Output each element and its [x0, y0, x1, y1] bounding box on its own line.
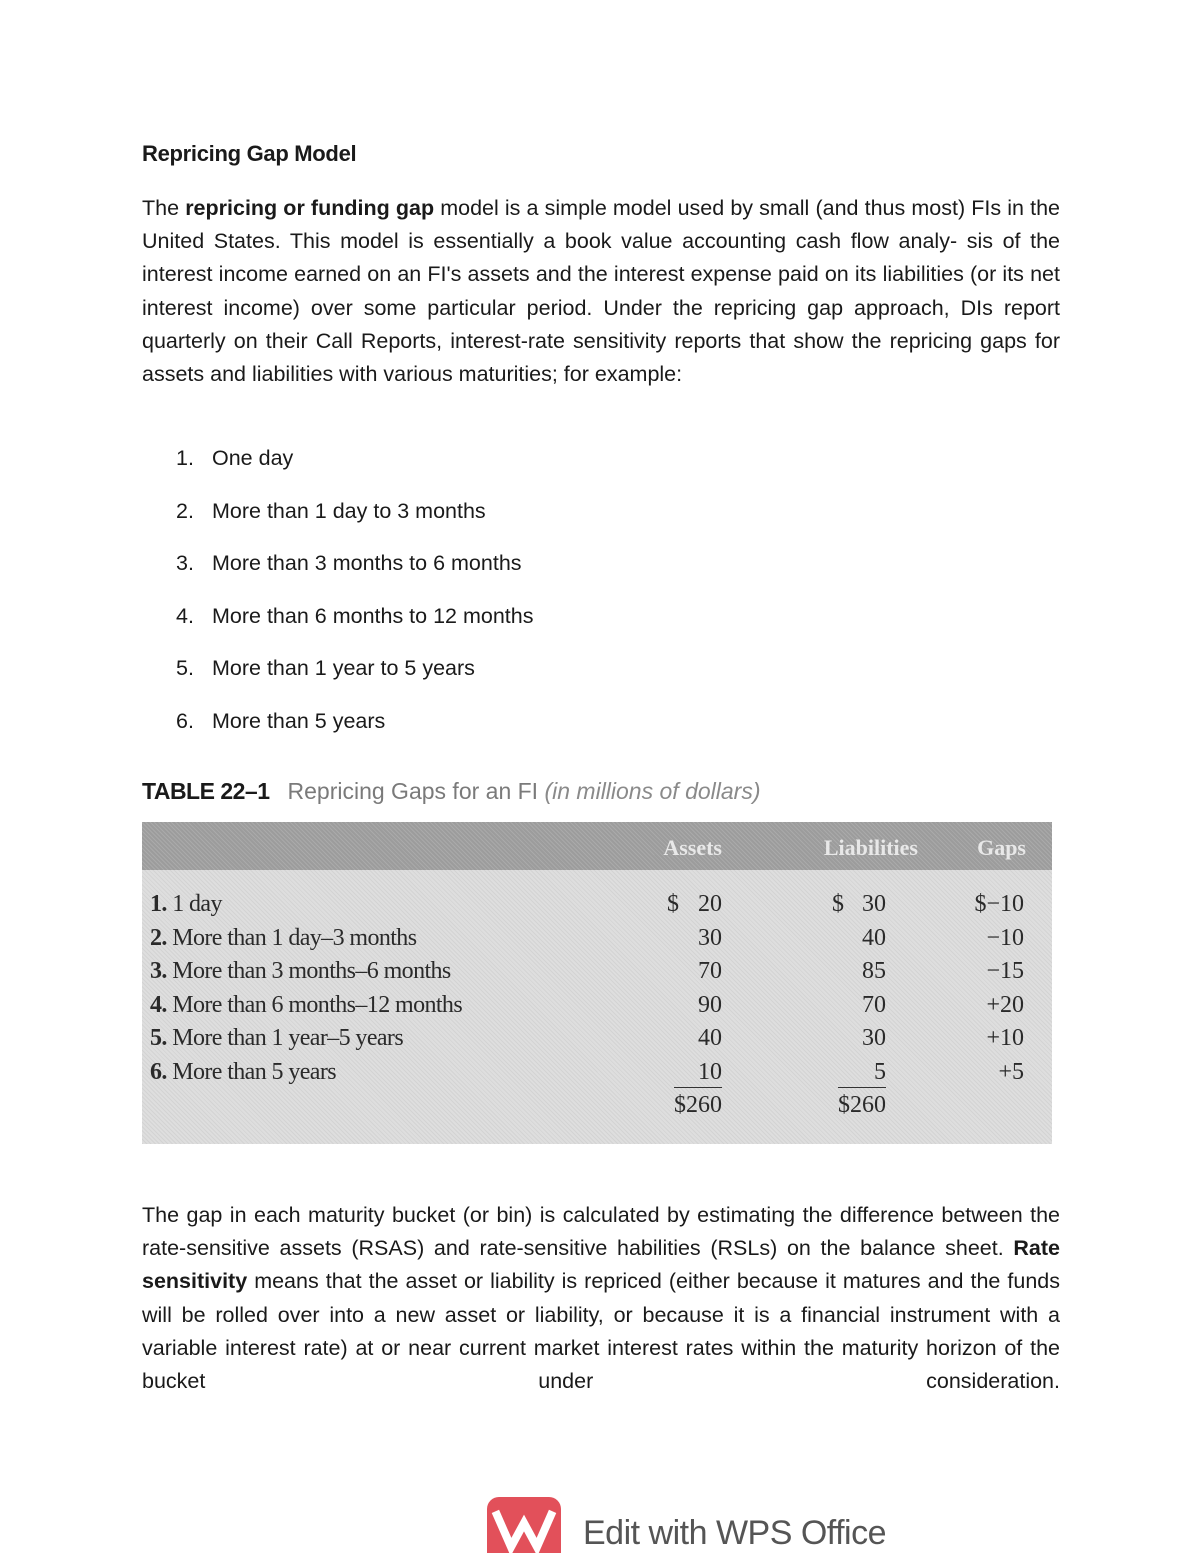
list-item	[176, 650, 533, 703]
list-text: One day	[212, 446, 294, 470]
cell-gaps: $−10	[974, 891, 1024, 917]
header-assets: Assets	[663, 835, 722, 860]
header-liabilities: Liabilities	[823, 835, 918, 860]
table-body	[142, 888, 1052, 1123]
list-item	[176, 493, 533, 546]
table-row	[142, 955, 1052, 989]
cell-assets: 70	[698, 958, 722, 984]
list-number: 6.	[176, 708, 194, 733]
intro-text-after: model is a simple model used by small (and thus most) FIs in the United States. This model is essentially a book value accounting cash flow analy- sis of the interest income earned on an FI's assets and the interest expense paid on its liabilities (or its net interest income) over some particular period. Under the repricing gap approach, DIs report quarterly on their Call Reports, interest-rate sensitivity reports that show the repricing gaps for assets and liabilities with various maturities; for example:	[142, 196, 1060, 387]
intro-paragraph	[142, 192, 1060, 391]
cell-gaps: +20	[986, 991, 1024, 1018]
cell-gaps: +10	[986, 1025, 1024, 1051]
cell-liabilities: 5	[874, 1058, 886, 1085]
row-label: 6. More than 5 years	[150, 1058, 336, 1085]
list-number: 3.	[176, 551, 194, 576]
closing-text-before: The gap in each maturity bucket (or bin) is calculated by estimating the difference between the rate-sensitive assets (RSAS) and rate-sensitive habilities (RSLs) on the balance sheet.	[142, 1203, 1060, 1261]
cell-assets: 20	[698, 891, 722, 917]
cell-gaps: +5	[998, 1058, 1024, 1085]
cell-liabilities: 30	[862, 891, 886, 917]
table-row	[142, 922, 1052, 956]
cell-liabilities: 40	[862, 924, 886, 951]
cell-liabilities: 30	[862, 1025, 886, 1051]
list-item	[176, 545, 533, 598]
intro-text-before: The	[142, 196, 186, 220]
cell-assets: 90	[698, 991, 722, 1018]
list-item	[176, 598, 533, 651]
wps-logo-icon-glyph	[487, 1497, 561, 1553]
list-text: More than 6 months to 12 months	[212, 603, 534, 628]
table-title: Repricing Gaps for an FI	[287, 778, 539, 804]
row-label: 2. More than 1 day–3 months	[150, 924, 417, 951]
table-number: TABLE 22–1	[142, 778, 270, 804]
cell-gaps: −15	[986, 958, 1024, 984]
wps-logo-icon[interactable]	[487, 1497, 561, 1553]
intro-term: repricing or funding gap	[185, 196, 435, 220]
repricing-gap-table	[142, 822, 1052, 1144]
row-label: 3. More than 3 months–6 months	[150, 958, 451, 984]
cell-assets: 40	[698, 1025, 722, 1051]
closing-text-after: means that the asset or liability is repriced (either because it matures and the funds will be rolled over into a new asset or liability, or because it is a financial instrument with a variable interest rate) at or near current market interest rates within the maturity horizon of the bucket under consideration.	[142, 1269, 1060, 1394]
table-row	[142, 888, 1052, 922]
total-assets: $260	[674, 1092, 722, 1118]
assets-currency: $	[667, 891, 679, 917]
row-label: 1. 1 day	[150, 891, 222, 917]
cell-assets: 30	[698, 924, 722, 951]
table-header	[142, 822, 1052, 870]
cell-liabilities: 70	[862, 991, 886, 1018]
list-text: More than 3 months to 6 months	[212, 551, 522, 576]
table-row	[142, 989, 1052, 1023]
cell-assets: 10	[698, 1058, 722, 1085]
row-label: 5. More than 1 year–5 years	[150, 1025, 404, 1051]
table-caption	[142, 778, 760, 805]
list-number: 1.	[176, 446, 194, 470]
list-text: More than 1 year to 5 years	[212, 656, 475, 681]
list-text: More than 1 day to 3 months	[212, 498, 486, 523]
closing-paragraph	[142, 1199, 1060, 1398]
total-liabilities: $260	[838, 1092, 886, 1118]
list-text: More than 5 years	[212, 708, 386, 733]
row-label: 4. More than 6 months–12 months	[150, 991, 463, 1018]
wps-edit-link[interactable]: Edit with WPS Office	[583, 1514, 887, 1552]
closing-term: Rate sensitivity	[142, 1236, 1060, 1294]
table-unit: (in millions of dollars)	[544, 778, 761, 804]
list-item	[176, 440, 533, 493]
section-heading: Repricing Gap Model	[142, 141, 357, 166]
list-item	[176, 703, 533, 756]
list-number: 4.	[176, 603, 194, 628]
table-row	[142, 1022, 1052, 1056]
liabilities-sum-rule	[838, 1087, 886, 1088]
list-number: 2.	[176, 498, 194, 523]
cell-gaps: −10	[986, 924, 1024, 951]
maturity-list	[176, 440, 533, 756]
cell-liabilities: 85	[862, 958, 886, 984]
table-totals-row	[142, 1089, 1052, 1123]
assets-sum-rule	[674, 1087, 722, 1088]
header-gaps: Gaps	[977, 835, 1026, 860]
liabilities-currency: $	[832, 891, 844, 917]
list-number: 5.	[176, 656, 194, 681]
table-row	[142, 1056, 1052, 1090]
